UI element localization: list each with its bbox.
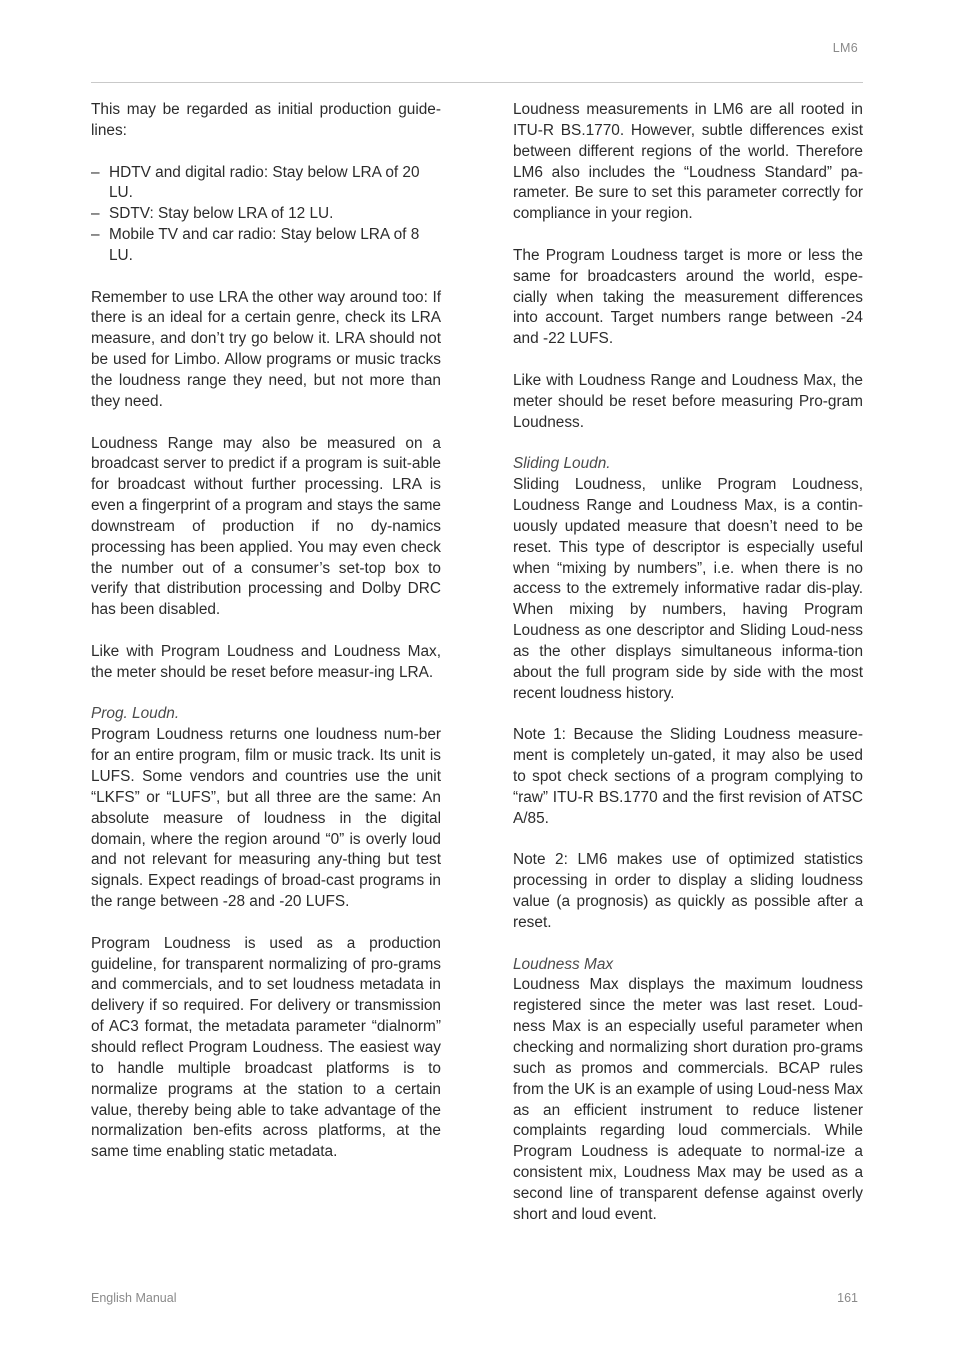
intro-paragraph: This may be regarded as initial production guide-lines: bbox=[91, 101, 441, 139]
guideline-item bbox=[91, 225, 441, 267]
guideline-text: Mobile TV and car radio: Stay below LRA of 8 LU. bbox=[109, 226, 420, 264]
guideline-item bbox=[91, 204, 441, 225]
footer-manual-title: English Manual bbox=[91, 1291, 177, 1305]
guideline-text: SDTV: Stay below LRA of 12 LU. bbox=[109, 205, 334, 223]
reset-program-paragraph: Like with Loudness Range and Loudness Max, the meter should be reset before measuring Pro-gram Loudness. bbox=[513, 371, 863, 431]
note-2-paragraph: Note 2: LM6 makes use of optimized statistics processing in order to display a sliding loudness value (a prognosis) as quickly as possible after a reset. bbox=[513, 851, 863, 931]
prog-loudness-paragraph-2: Program Loudness is used as a production guideline, for transparent normalizing of pro-grams and commercials, and to set loudness metadata in delivery if so required. For delivery or transmission of AC3 format, the metadata parameter “dialnorm” should reflect Program Loudness. The easiest way to handle multiple broadcast platforms is to normalize programs at the station to a certain value, thereby being able to take advantage of the normalization ben-efits across platforms, at the same time enabling static metadata. bbox=[91, 934, 441, 1161]
prog-loudness-paragraph-1: Program Loudness returns one loudness num-ber for an entire program, film or music track. Its unit is LUFS. Some vendors and countries use the unit “LKFS” or “LUFS”, but all three are the same: An absolute measure of loudness in the digital domain, where the region around “0” is overly loud and not relevant for measuring any-thing but test signals. Expect readings of broad-cast programs in the range between -28 and -20 LUFS. bbox=[91, 726, 441, 911]
header-divider bbox=[91, 82, 863, 83]
guideline-item bbox=[91, 163, 441, 205]
loudness-target-paragraph: The Program Loudness target is more or less the same for broadcasters around the world, espe-cially when taking the measurement differences into account. Target numbers range between -24 and -22 LUFS. bbox=[513, 246, 863, 348]
loudness-max-heading: Loudness Max bbox=[513, 955, 614, 973]
loudness-max-paragraph: Loudness Max displays the maximum loudness registered since the meter was last reset. Loud-ness Max is an especially useful parameter when checking and normalizing short duration pro-grams such as promos and commercials. BCAP rules from the UK is an example of using Loud-ness Max as an efficient instrument to reduce listener complaints regarding loud commercials. While Program Loudness is adequate to normal-ize a consistent mix, Loudness Max may be used as a second line of transparent defense against overly short and loud event. bbox=[513, 976, 863, 1223]
guideline-list bbox=[91, 163, 441, 267]
broadcast-server-paragraph: Loudness Range may also be measured on a broadcast server to predict if a program is suit-able for broadcast without further processing. LRA is even a fingerprint of a program and stays the same downstream of production if no dy-namics processing has been applied. You may even check the number out of a consumer’s set-top box to verify that distribution processing and Dolby DRC has been disabled. bbox=[91, 434, 441, 619]
sliding-loudness-heading: Sliding Loudn. bbox=[513, 455, 611, 473]
header-title: LM6 bbox=[832, 41, 858, 55]
prog-loudness-heading: Prog. Loudn. bbox=[91, 705, 180, 723]
remember-paragraph: Remember to use LRA the other way around too: If there is an ideal for a certain genre, check its LRA measure, and don’t try go below it. LRA should not be used for Limbo. Allow programs or music tracks the loudness range they need, but not more than they need. bbox=[91, 288, 441, 410]
guideline-text: HDTV and digital radio: Stay below LRA of 20 LU. bbox=[109, 163, 420, 202]
sliding-loudness-paragraph: Sliding Loudness, unlike Program Loudness, Loudness Range and Loudness Max, is a contin-uously updated measure that doesn’t need to be reset. This type of descriptor is especially useful when “mixing by numbers”, i.e. when there is no access to the extremely informative radar dis-play. When mixing by numbers, having Program Loudness as one descriptor and Sliding Loud-ness as the other displays simultaneous informa-tion about the full program side by side with the most recent loudness history. bbox=[513, 476, 863, 702]
dash-bullet: – bbox=[91, 163, 100, 181]
dash-bullet: – bbox=[91, 226, 100, 244]
right-column bbox=[513, 100, 863, 1246]
reset-lra-paragraph: Like with Program Loudness and Loudness Max, the meter should be reset before measur-ing LRA. bbox=[91, 642, 441, 681]
left-column bbox=[91, 100, 441, 1184]
page-number: 161 bbox=[837, 1291, 858, 1305]
loudness-standard-paragraph: Loudness measurements in LM6 are all rooted in ITU-R BS.1770. However, subtle differences exist between different regions of the world. Therefore LM6 also includes the “Loudness Standard” pa-rameter. Be sure to set this parameter correctly for compliance in your region. bbox=[513, 101, 863, 223]
dash-bullet: – bbox=[91, 205, 100, 223]
note-1-paragraph: Note 1: Because the Sliding Loudness measure-ment is completely un-gated, it may also be used to spot check sections of a program complying to “raw” ITU-R BS.1770 and the first revision of ATSC A/85. bbox=[513, 726, 863, 827]
